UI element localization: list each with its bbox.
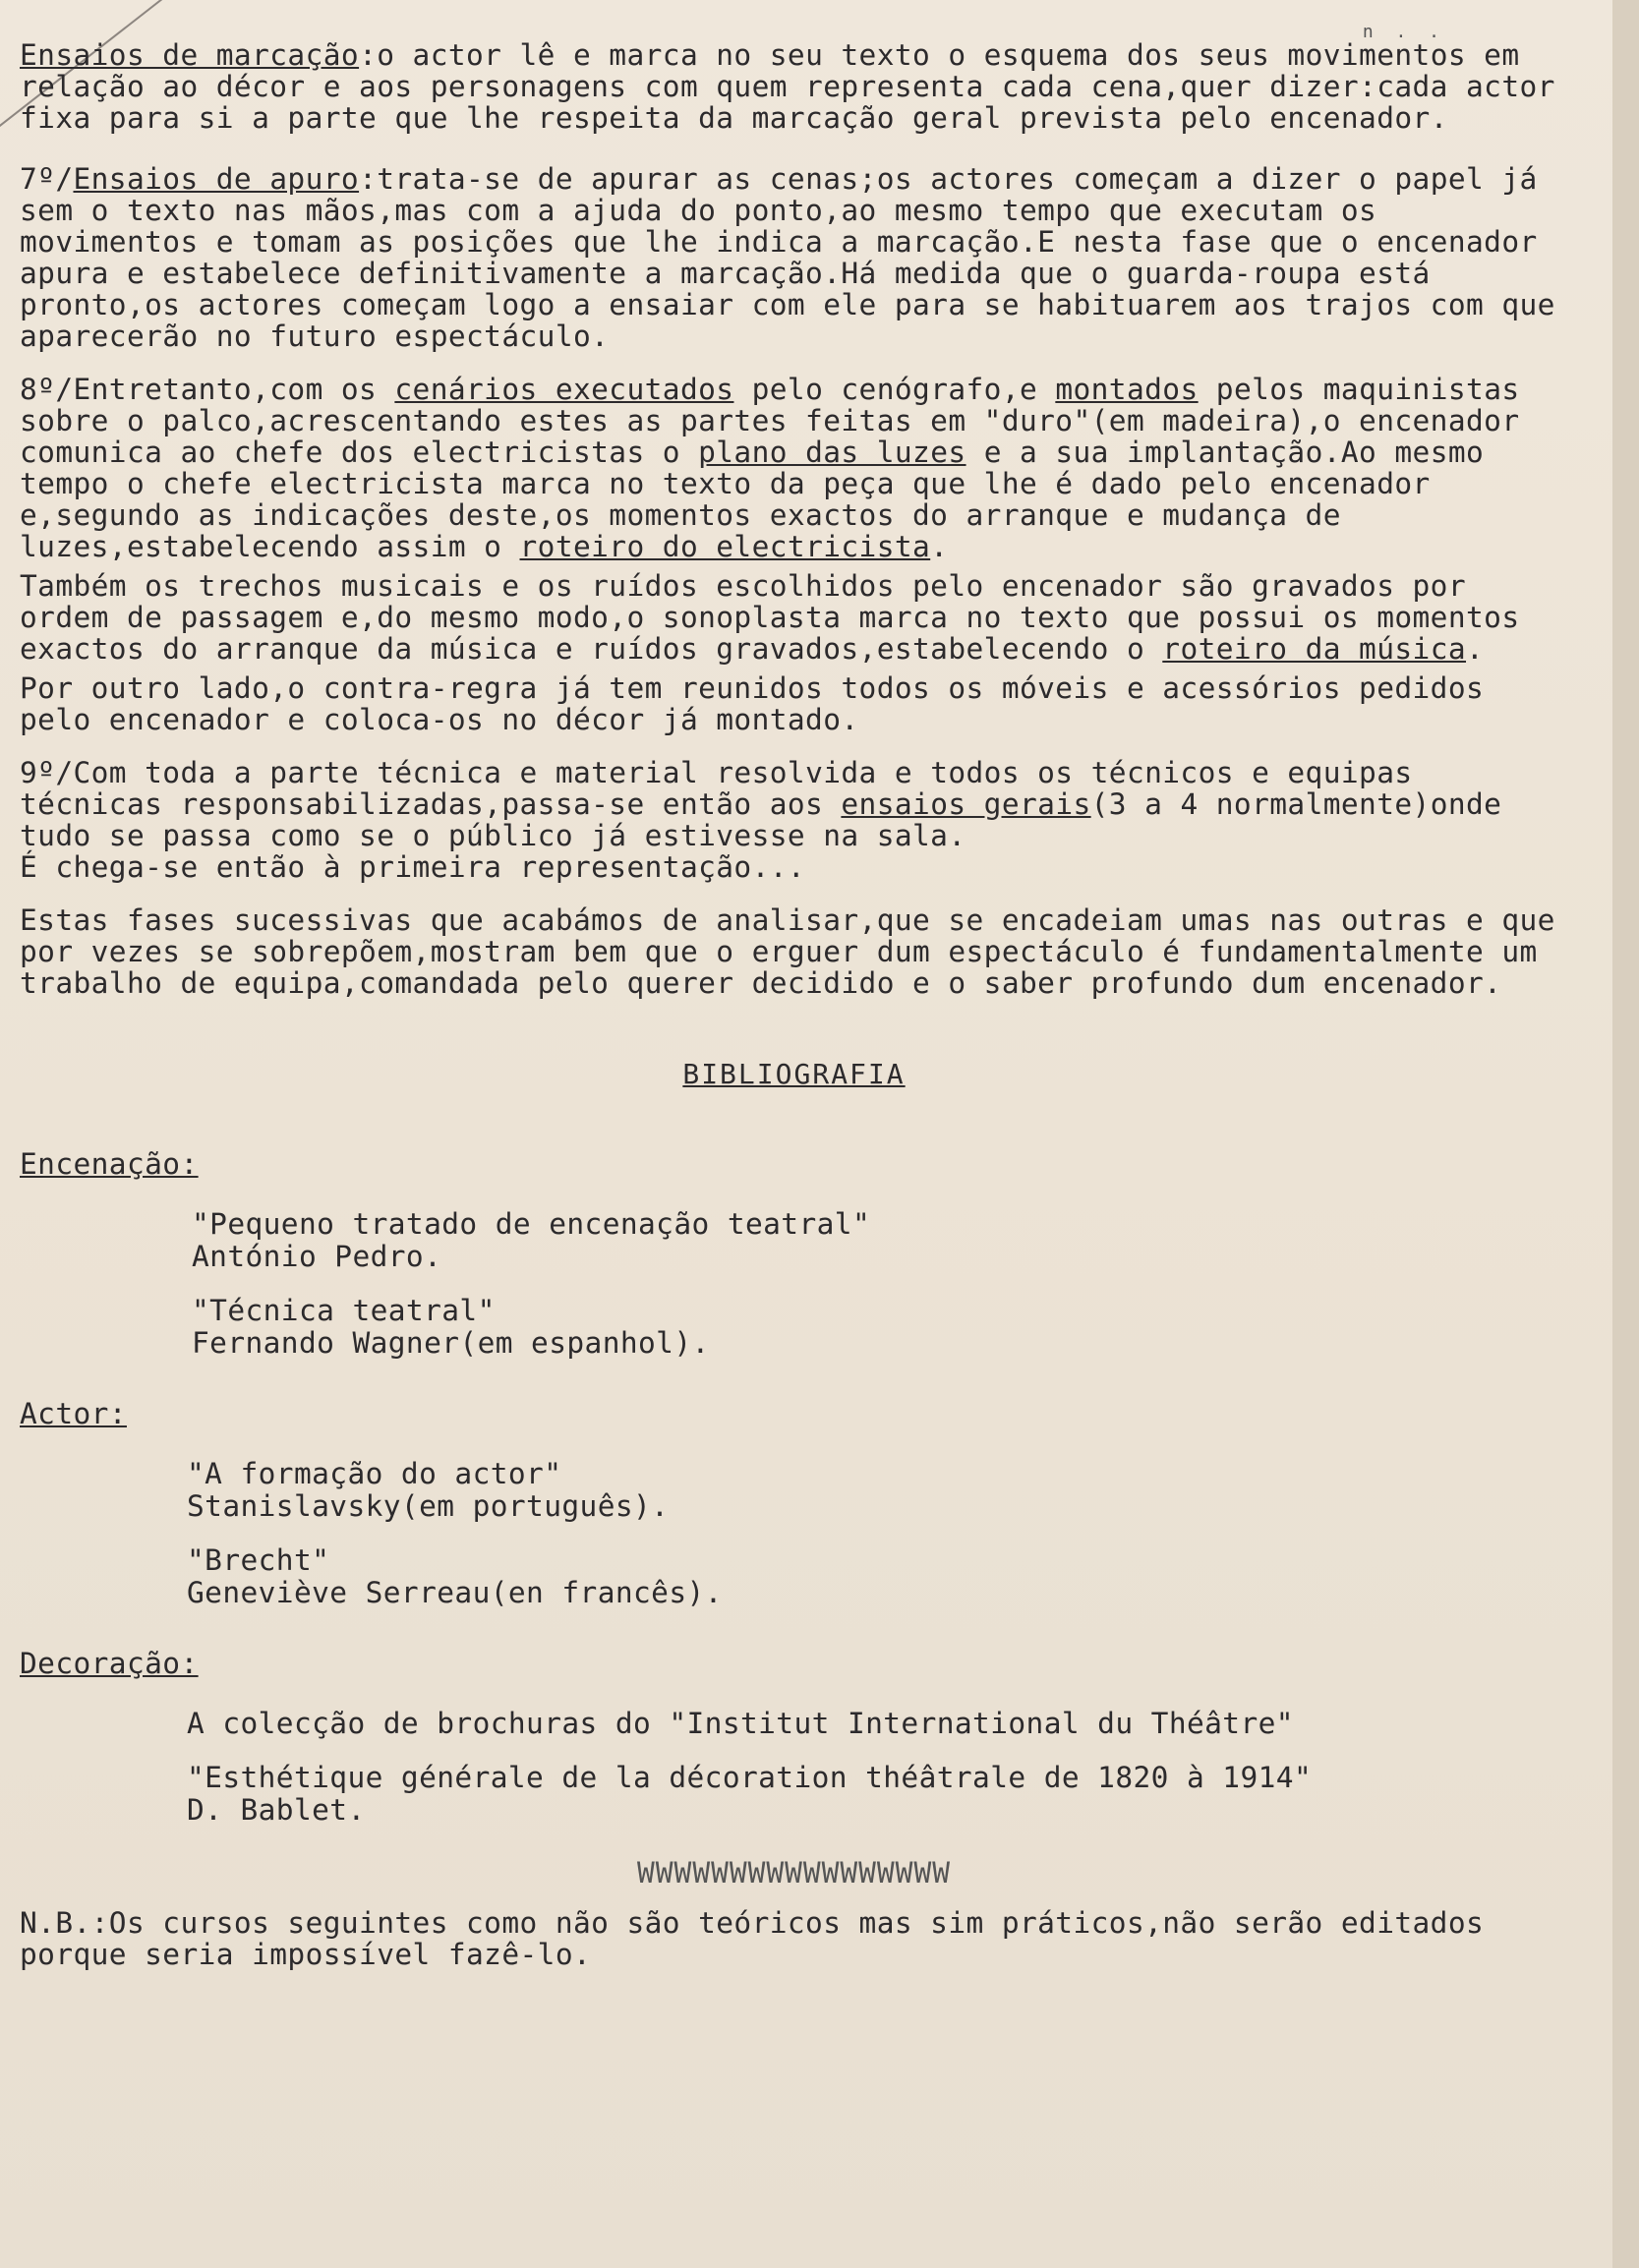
bib-entry-title: "Esthétique générale de la décoration théâtrale de 1820 à 1914" [187, 1761, 1313, 1794]
bib-entry [192, 1295, 1568, 1360]
paragraph-ensaios-marcacao: Ensaios de marcação:o actor lê e marca no seu texto o esquema dos seus movimentos em relação ao décor e aos personagens com quem representa cada cena,quer dizer:cada actor fixa para si a parte que lhe respeita da marcação geral prevista pelo encenador. [20, 38, 1573, 135]
bib-entry-title: "Pequeno tratado de encenação teatral" [192, 1207, 871, 1241]
section-heading-encenacao: Encenação: [20, 1147, 199, 1181]
document-body [20, 38, 1573, 1992]
bibliography-title: BIBLIOGRAFIA [682, 1058, 906, 1090]
bib-entry [187, 1708, 1568, 1740]
bib-entry [187, 1544, 1568, 1609]
paragraph-conclusion: Estas fases sucessivas que acabámos de analisar,que se encadeiam umas nas outras e que por vezes se sobrepõem,mostram bem que o erguer dum espectáculo é fundamentalmente um trabalho de equipa,comandada pelo querer decidido e o saber profundo dum encenador. [20, 903, 1573, 1000]
term-roteiro-musica: roteiro da música [1162, 632, 1467, 666]
bib-entry [192, 1208, 1568, 1273]
bib-entry-author: António Pedro. [192, 1240, 442, 1273]
strikeout-line: WWWWWWWWWWWWWWWWW [637, 1856, 951, 1890]
bib-entry-title: "Brecht" [187, 1543, 330, 1577]
bib-entry-author: Stanislavsky(em português). [187, 1489, 670, 1523]
bib-entry-title: A colecção de brochuras do "Institut International du Théâtre" [187, 1707, 1294, 1740]
bib-entry-title: "Técnica teatral" [192, 1294, 496, 1327]
section-heading-actor: Actor: [20, 1397, 127, 1430]
bib-entry [187, 1762, 1568, 1827]
page-edge [1612, 0, 1639, 2268]
bib-entry-author: Fernando Wagner(em espanhol). [192, 1326, 710, 1360]
term-roteiro-electricista: roteiro do electricista [519, 530, 931, 563]
paragraph-7: 7º/Ensaios de apuro:trata-se de apurar as cenas;os actores começam a dizer o papel já sem o texto nas mãos,mas com a ajuda do ponto,ao mesmo tempo que executam os movimentos e tomam as posições que lhe indica a marcação.E nesta fase que o encenador apura e estabelece definitivamente a marcação.Há medida que o guarda-roupa está pronto,os actores começam logo a ensaiar com ele para se habituarem aos trajos com que aparecerão no futuro espectáculo. [20, 162, 1573, 353]
page-corner-mark: n . . [1362, 22, 1445, 42]
term-ensaios-marcacao: Ensaios de marcação [20, 38, 360, 72]
bib-entry-author: Geneviève Serreau(en francês). [187, 1576, 723, 1609]
term-cenarios-executados: cenários executados [394, 373, 734, 406]
bib-entry [187, 1458, 1568, 1523]
paragraph-9: 9º/Com toda a parte técnica e material resolvida e todos os técnicos e equipas técnicas responsabilizadas,passa-se então aos ensaios gerais(3 a 4 normalmente)onde tudo se passa como se o público já estivesse na sala. É chega-se então à primeira representação... [20, 756, 1502, 884]
section-heading-decoracao: Decoração: [20, 1647, 199, 1680]
term-montados: montados [1055, 373, 1199, 406]
paragraph-contra-regra: Por outro lado,o contra-regra já tem reunidos todos os móveis e acessórios pedidos pelo encenador e coloca-os no décor já montado. [20, 671, 1502, 736]
paragraph-musica: Também os trechos musicais e os ruídos escolhidos pelo encenador são gravados por ordem de passagem e,do mesmo modo,o sonoplasta marca no texto que possui os momentos exactos do arranque da música e ruídos gravados,estabelecendo o roteiro da música. [20, 569, 1538, 666]
term-plano-luzes: plano das luzes [698, 436, 966, 469]
bib-entry-title: "A formação do actor" [187, 1457, 562, 1490]
term-ensaios-gerais: ensaios gerais [841, 787, 1091, 821]
paragraph-8: 8º/Entretanto,com os cenários executados pelo cenógrafo,e montados pelos maquinistas sobre o palco,acrescentando estes as partes feitas em "duro"(em madeira),o encenador comunica ao chefe dos electricistas o plano das luzes e a sua implantação.Ao mesmo tempo o chefe electricista marca no texto da peça que lhe é dado pelo encenador e,segundo as indicações deste,os momentos exactos do arranque e mudança de luzes,estabelecendo assim o roteiro do electricista. [20, 373, 1538, 563]
bib-entry-author: D. Bablet. [187, 1793, 366, 1827]
term-ensaios-apuro: Ensaios de apuro [73, 162, 360, 196]
footnote: N.B.:Os cursos seguintes como não são teóricos mas sim práticos,não serão editados porque seria impossível fazê-lo. [20, 1906, 1502, 1971]
